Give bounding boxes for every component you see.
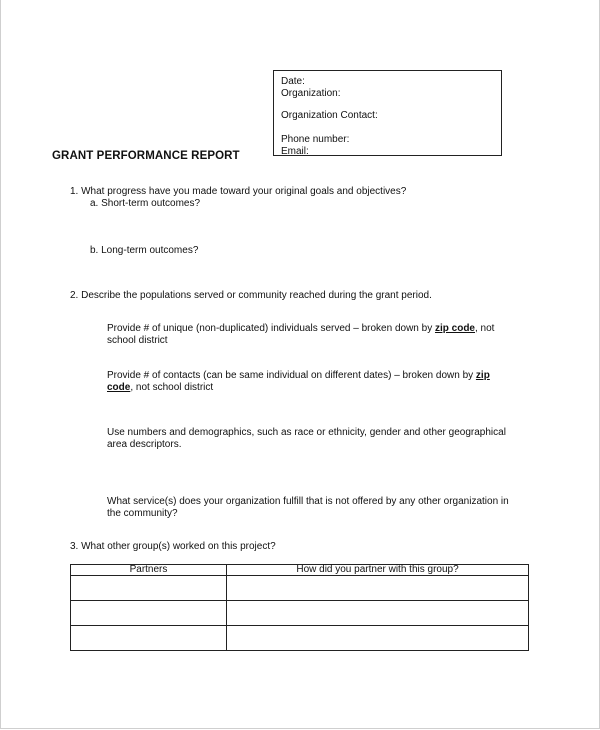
zip-emphasis: zip [475, 370, 490, 381]
demographics-prompt-line2: area descriptors. [107, 439, 182, 450]
organization-label: Organization: [281, 88, 341, 99]
phone-number-label: Phone number: [281, 134, 350, 145]
partners-header: Partners [71, 565, 227, 576]
report-title: GRANT PERFORMANCE REPORT [52, 150, 240, 162]
zip-code-emphasis: zip code [434, 323, 475, 334]
email-label: Email: [281, 146, 309, 157]
contact-info-box [273, 70, 502, 156]
services-prompt: What service(s) does your organization fulfill that is not offered by any other organization in [107, 496, 509, 507]
partnership-cell[interactable] [227, 626, 529, 651]
question-3: 3. What other group(s) worked on this project? [70, 541, 276, 552]
date-label: Date: [281, 76, 305, 87]
partner-cell[interactable] [71, 626, 227, 651]
partners-table [70, 564, 529, 651]
contacts-prompt-suffix: , not school district [130, 382, 214, 393]
question-1a: a. Short-term outcomes? [90, 198, 201, 209]
question-1b: b. Long-term outcomes? [90, 245, 199, 256]
table-row [71, 626, 529, 651]
unique-individuals-prompt [107, 323, 494, 335]
question-2: 2. Describe the populations served or community reached during the grant period. [70, 290, 432, 301]
table-row [71, 601, 529, 626]
unique-prompt-text: Provide # of unique (non-duplicated) individuals served – broken down by [107, 323, 435, 334]
unique-prompt-suffix: , not [475, 323, 495, 334]
organization-contact-label: Organization Contact: [281, 110, 378, 121]
contacts-prompt-text: Provide # of contacts (can be same individual on different dates) – broken down by [107, 370, 476, 381]
contacts-prompt-line2 [107, 382, 213, 394]
contacts-prompt [107, 370, 490, 382]
partnership-cell[interactable] [227, 576, 529, 601]
services-prompt-line2: the community? [107, 508, 178, 519]
code-emphasis: code [107, 382, 131, 393]
partner-cell[interactable] [71, 601, 227, 626]
table-row [71, 576, 529, 601]
table-header-row [71, 565, 529, 576]
partnership-header: How did you partner with this group? [227, 565, 529, 576]
demographics-prompt: Use numbers and demographics, such as race or ethnicity, gender and other geographical [107, 427, 506, 438]
partnership-cell[interactable] [227, 601, 529, 626]
question-1: 1. What progress have you made toward your original goals and objectives? [70, 186, 407, 197]
unique-individuals-prompt-line2: school district [107, 335, 168, 346]
partner-cell[interactable] [71, 576, 227, 601]
